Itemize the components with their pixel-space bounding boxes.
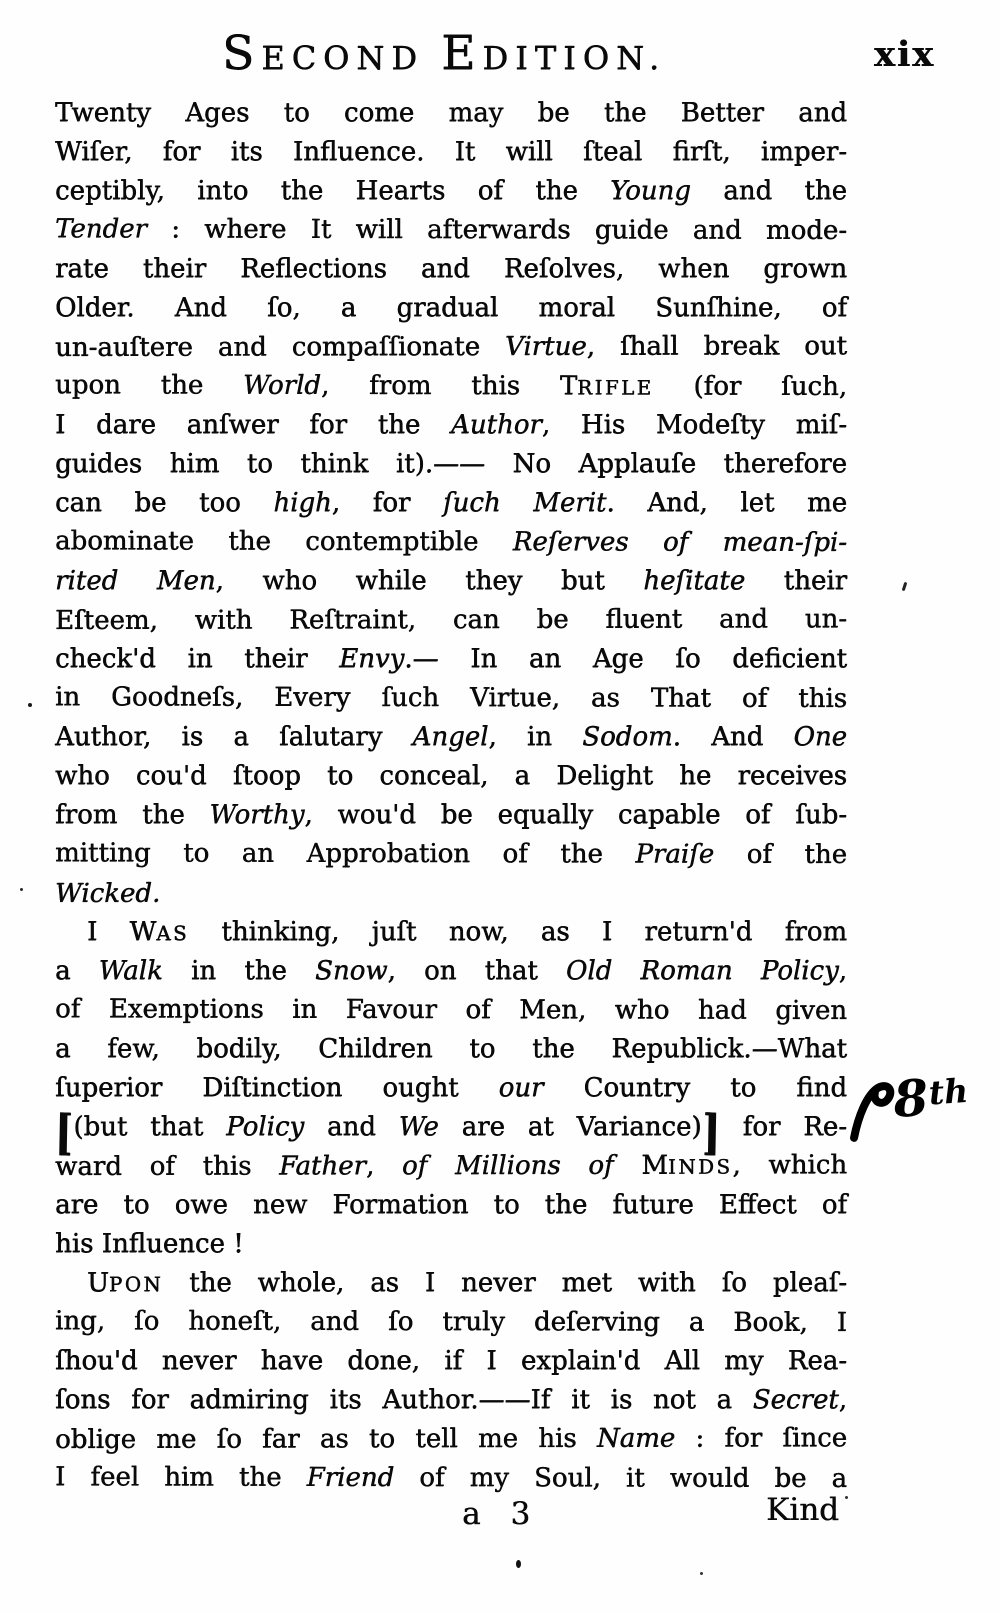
text-line: [55, 1264, 847, 1303]
text-segment: S: [222, 26, 262, 81]
text-segment: ECOND: [261, 39, 442, 77]
text-segment: Country to find: [543, 1073, 847, 1103]
text-segment: : where It will afterwards guide and mode-: [146, 214, 848, 246]
text-segment: Sodom: [582, 722, 673, 752]
text-segment: their: [745, 566, 848, 596]
text-segment: ,: [365, 1151, 402, 1182]
text-segment: M: [613, 1150, 668, 1181]
margin-note-number: 8: [891, 1067, 931, 1129]
text-segment: Policy: [226, 1112, 305, 1142]
text-segment: from the: [55, 800, 210, 830]
text-segment: Twenty Ages to come may be the Better and: [55, 98, 847, 128]
text-segment: Father: [279, 1151, 366, 1182]
text-line: [55, 990, 847, 1031]
text-line: [55, 718, 847, 757]
text-segment: , ſhall break out: [586, 331, 848, 362]
text-segment: Old Roman Policy: [565, 956, 839, 986]
text-segment: , for: [331, 488, 443, 518]
text-line: [55, 133, 847, 172]
text-line: [55, 1458, 847, 1499]
text-segment: , His Modeſty miſ-: [541, 410, 847, 440]
page-number: xix: [874, 34, 936, 75]
text-segment: Tender: [54, 214, 147, 245]
text-line: [55, 562, 847, 601]
text-line: [55, 484, 847, 523]
text-segment: Praiſe: [635, 839, 715, 870]
text-segment: Walk: [98, 956, 163, 986]
text-segment: , in: [488, 722, 583, 752]
text-line: [55, 522, 847, 563]
text-segment: Author, is a ſalutary: [55, 722, 413, 752]
text-segment: , from this T: [320, 370, 578, 402]
text-segment: Wicked.: [54, 878, 161, 909]
text-segment: U: [87, 1268, 109, 1298]
text-segment: Virtue: [504, 331, 587, 362]
text-segment: Angel: [412, 722, 489, 752]
text-segment: DITION.: [482, 39, 667, 77]
text-segment: Wiſer, for its Influence. It will ſteal firſt, imper-: [55, 137, 847, 167]
text-line: [55, 913, 847, 952]
text-segment: are at Variance): [438, 1112, 702, 1142]
text-segment: (for ſuch,: [653, 371, 848, 402]
text-segment: for Re-: [719, 1112, 847, 1142]
text-segment: ing, ſo honeſt, and ſo truly deſerving a Book, I: [54, 1306, 848, 1338]
text-segment: can be too: [55, 488, 274, 518]
page-title: [222, 28, 666, 90]
text-segment: Name: [596, 1423, 676, 1454]
text-segment: , who while they but: [215, 566, 644, 596]
text-segment: ,: [838, 1385, 847, 1415]
ink-speck: [516, 1560, 521, 1568]
text-segment: a few, bodily, Children to the Republick.—What: [55, 1034, 847, 1064]
text-segment: I dare anſwer for the: [55, 410, 452, 440]
text-line: [55, 1302, 847, 1343]
text-segment: and: [304, 1112, 399, 1142]
text-segment: heſitate: [643, 566, 746, 596]
text-segment: . And, let me: [606, 488, 848, 518]
text-segment: ſhou'd never have done, if I explain'd All my Rea-: [55, 1346, 847, 1376]
text-segment: rate their Reflections and Reſolves, when grown: [55, 254, 847, 284]
text-segment: World: [242, 370, 322, 401]
text-segment: Envy: [339, 644, 405, 674]
text-segment: I W: [87, 917, 157, 947]
text-line: [55, 757, 847, 796]
text-segment: high: [273, 488, 332, 518]
text-line: [55, 406, 847, 445]
text-segment: are to owe new Formation to the future Effect of: [55, 1190, 847, 1220]
text-segment: Secret: [752, 1385, 839, 1415]
text-segment: of the: [714, 839, 848, 870]
text-line: [55, 952, 847, 991]
text-segment: abominate the contemptible: [54, 526, 513, 558]
text-line: [55, 1146, 847, 1187]
text-block: [55, 94, 847, 1498]
text-segment: upon the: [54, 370, 244, 401]
ink-speck: [700, 1572, 703, 1575]
text-segment: : for ſince: [675, 1423, 848, 1454]
text-segment: (but that: [73, 1112, 227, 1142]
text-line: [55, 834, 847, 875]
text-segment: ward of this: [54, 1151, 280, 1182]
ink-speck: [902, 582, 908, 591]
text-segment: E: [441, 26, 483, 81]
text-segment: PON: [108, 1273, 164, 1296]
text-segment: Snow: [315, 956, 388, 986]
text-segment: his Influence !: [55, 1229, 244, 1259]
text-segment: in Goodneſs, Every ſuch Virtue, as That of this: [54, 682, 848, 714]
text-segment: RIFLE: [577, 376, 654, 400]
text-segment: the whole, as I never met with ſo pleaſ-: [163, 1268, 847, 1298]
text-line: [55, 445, 847, 484]
hand-bracket-mark: [: [55, 1106, 73, 1163]
text-line: [55, 678, 847, 719]
text-line: [55, 796, 847, 835]
text-line: [55, 1342, 847, 1381]
text-segment: .— In an Age ſo deficient: [404, 644, 848, 674]
text-segment: We: [398, 1112, 439, 1142]
text-line: [55, 327, 847, 368]
text-line: [55, 172, 847, 211]
text-segment: Friend: [306, 1462, 395, 1493]
text-segment: of my Soul, it would be a: [394, 1462, 848, 1494]
text-segment: , wou'd be equally capable of ſub-: [304, 800, 847, 830]
text-segment: Author: [451, 410, 542, 440]
text-segment: ,: [838, 956, 847, 986]
text-segment: Worthy: [209, 800, 305, 830]
text-segment: mitting to an Approbation of the: [54, 838, 636, 870]
text-segment: ſons for admiring its Author.——If it is not a: [55, 1385, 753, 1415]
text-segment: ſuch Merit: [442, 488, 607, 518]
text-line: [55, 94, 847, 133]
text-segment: Older. And ſo, a gradual moral Sunſhine, of: [55, 293, 847, 323]
text-line: [55, 289, 847, 328]
text-line: [55, 1030, 847, 1069]
text-line: [55, 640, 847, 679]
text-line: [55, 1419, 847, 1460]
text-segment: . And: [672, 722, 794, 752]
text-line: [55, 1069, 847, 1108]
ink-speck: [20, 888, 23, 891]
text-segment: who cou'd ſtoop to conceal, a Delight he receives: [55, 761, 847, 791]
text-line: [55, 1186, 847, 1225]
text-segment: our: [498, 1073, 544, 1103]
text-segment: guides him to think it).—— No Applauſe therefore: [55, 449, 847, 479]
text-segment: oblige me ſo far as to tell me his: [54, 1423, 597, 1455]
text-segment: check'd in their: [55, 644, 340, 674]
ink-speck: [845, 1496, 848, 1499]
text-line: [55, 1106, 847, 1163]
ink-speck: [28, 703, 32, 707]
text-line: [55, 250, 847, 289]
text-segment: Eſteem, with Reſtraint, can be fluent and un-: [54, 604, 848, 636]
text-segment: thinking, juſt now, as I return'd from: [189, 917, 847, 947]
text-segment: INDS: [667, 1155, 733, 1179]
text-line: [55, 210, 847, 251]
text-line: [55, 366, 847, 407]
text-line: [55, 600, 847, 641]
text-segment: ſuperior Diſtinction ought: [55, 1073, 499, 1103]
text-segment: , on that: [387, 956, 566, 986]
text-line: [55, 1381, 847, 1420]
text-line: [55, 873, 847, 914]
margin-annotation: [846, 1068, 972, 1146]
margin-note-suffix: th: [927, 1070, 970, 1113]
text-segment: of Millions of: [401, 1150, 614, 1182]
text-segment: un-auſtere and compaſſionate: [54, 331, 506, 363]
text-segment: I feel him the: [54, 1462, 307, 1493]
text-segment: in the: [162, 956, 316, 986]
text-segment: a: [55, 956, 99, 986]
text-segment: AS: [156, 922, 190, 945]
text-line: [55, 1225, 847, 1264]
text-segment: One: [793, 722, 847, 752]
signature-mark: a 3: [462, 1496, 531, 1532]
text-segment: rited Men: [55, 566, 216, 596]
text-segment: ceptibly, into the Hearts of the: [55, 176, 611, 206]
catchword: Kind: [766, 1492, 839, 1528]
text-segment: , which: [732, 1150, 848, 1181]
text-segment: Young: [610, 176, 691, 206]
hand-bracket-mark: ]: [701, 1106, 719, 1163]
text-segment: of Exemptions in Favour of Men, who had given: [54, 994, 848, 1026]
text-segment: and the: [690, 176, 847, 206]
text-segment: Reſerves of mean-ſpi-: [512, 527, 848, 558]
